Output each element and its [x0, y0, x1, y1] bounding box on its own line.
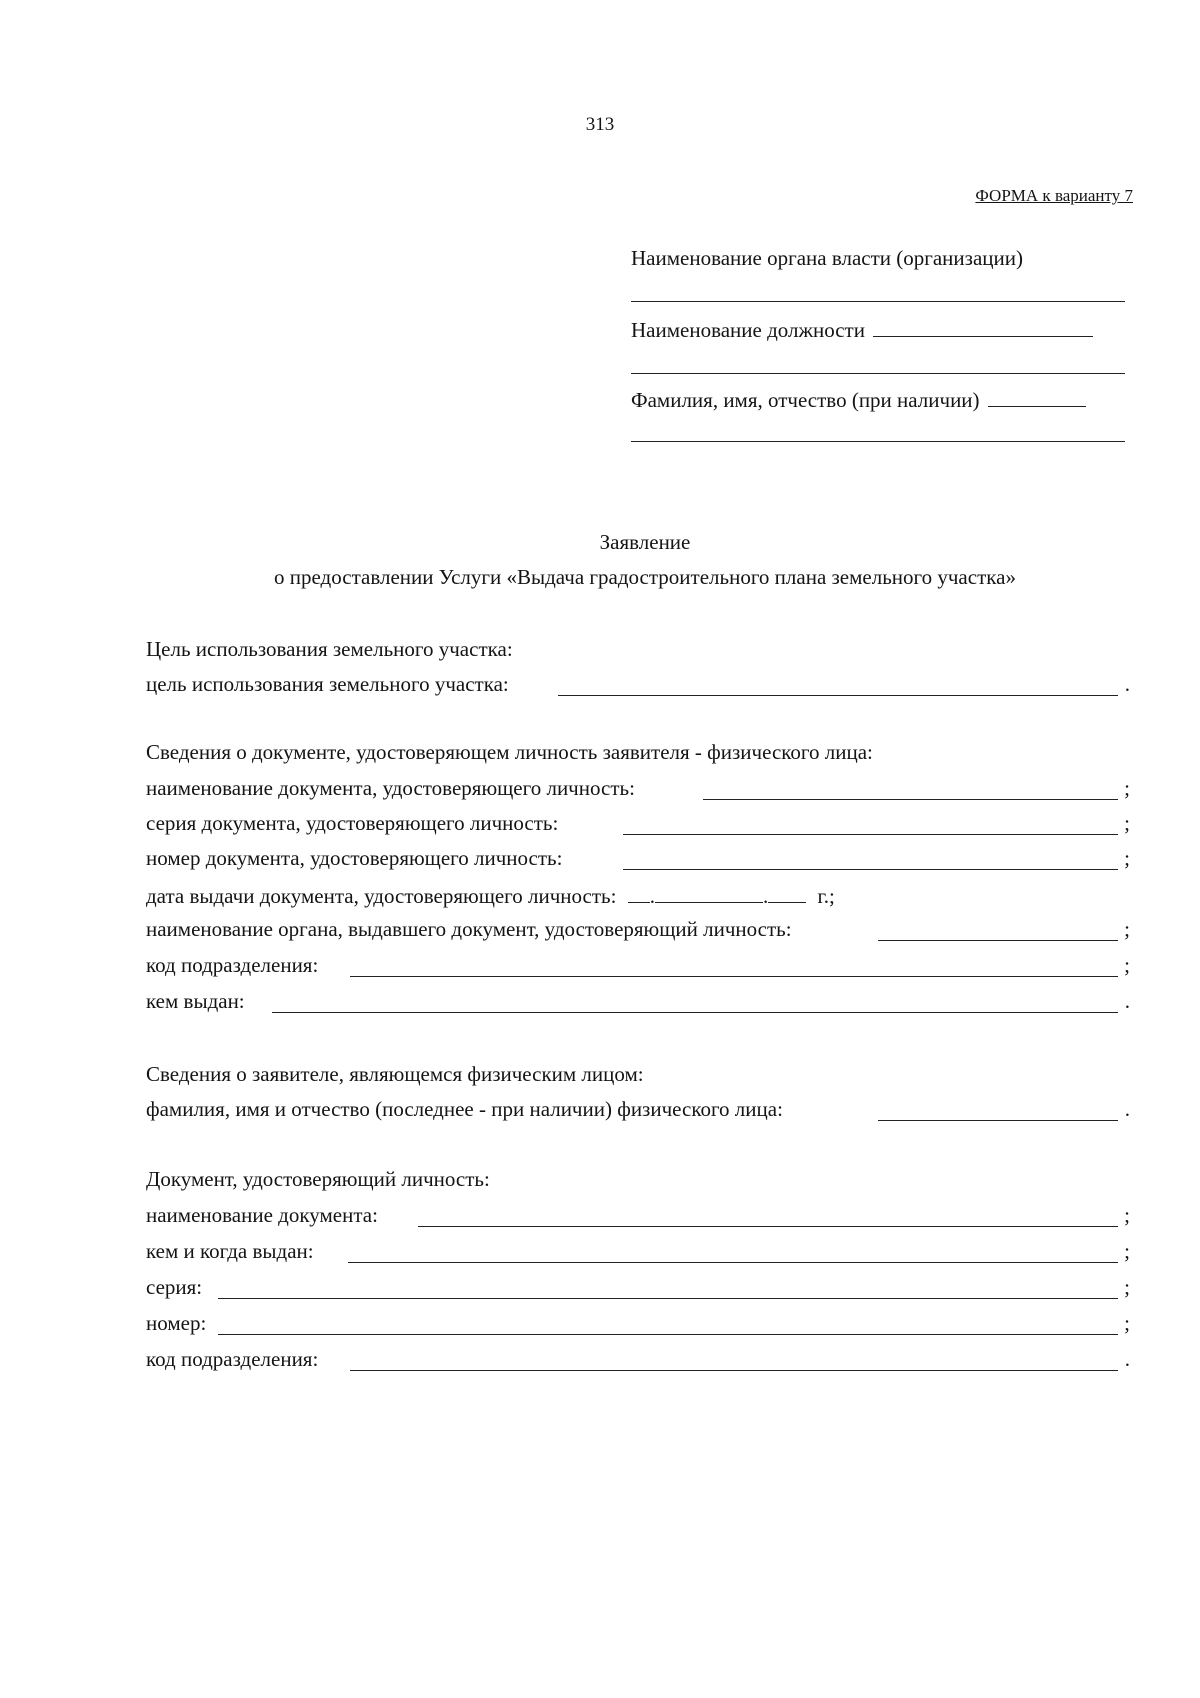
purpose-field[interactable]	[558, 695, 1118, 696]
identity-number-row	[146, 846, 1136, 874]
issue-date-separator: .	[649, 884, 655, 908]
position-field[interactable]	[873, 335, 1093, 337]
identity-issuedby-field[interactable]	[272, 1012, 1118, 1013]
purpose-label: цель использования земельного участка:	[146, 672, 509, 696]
identity-docname-field[interactable]	[703, 799, 1118, 800]
document-division-terminator: .	[1124, 1347, 1130, 1371]
identity-issuedby-terminator: .	[1124, 989, 1130, 1013]
document-name-label: наименование документа:	[146, 1203, 378, 1227]
identity-issuer-label: наименование органа, выдавшего документ, удостоверяющий личность:	[146, 917, 792, 941]
applicant-fio-field[interactable]	[878, 1120, 1118, 1121]
document-title: Заявление	[599, 530, 691, 554]
identity-number-field[interactable]	[623, 869, 1118, 870]
issue-year-field[interactable]	[768, 882, 806, 903]
identity-division-row	[146, 953, 1136, 981]
issue-date-separator: .	[762, 884, 769, 908]
fio-label: Фамилия, имя, отчество (при наличии)	[631, 388, 980, 412]
page-number: 313	[585, 114, 615, 135]
position-label: Наименование должности	[631, 318, 865, 342]
identity-series-terminator: ;	[1124, 811, 1130, 835]
document-number-row	[146, 1311, 1136, 1339]
purpose-row	[146, 672, 1136, 700]
identity-division-label: код подразделения:	[146, 953, 319, 977]
document-subtitle: о предоставлении Услуги «Выдача градостроительного плана земельного участка»	[274, 565, 1016, 589]
fio-line	[631, 388, 1086, 413]
identity-issuedby-label: кем выдан:	[146, 989, 245, 1013]
document-division-row	[146, 1347, 1136, 1375]
fio-field[interactable]	[988, 405, 1086, 407]
document-name-field[interactable]	[418, 1226, 1118, 1227]
position-field-extra[interactable]	[631, 373, 1125, 374]
identity-docname-row	[146, 776, 1136, 804]
issue-date-suffix: г.;	[817, 884, 835, 908]
purpose-heading: Цель использования земельного участка:	[146, 637, 513, 661]
identity-issuer-field[interactable]	[878, 940, 1118, 941]
identity-series-field[interactable]	[623, 834, 1118, 835]
issue-month-field[interactable]	[655, 882, 763, 903]
form-label: ФОРМА к варианту 7	[975, 186, 1133, 205]
document-number-label: номер:	[146, 1311, 207, 1335]
identity-division-terminator: ;	[1124, 953, 1130, 977]
applicant-fio-label: фамилия, имя и отчество (последнее - при наличии) физического лица:	[146, 1097, 783, 1121]
identity-number-terminator: ;	[1124, 846, 1130, 870]
document-series-field[interactable]	[218, 1298, 1118, 1299]
authority-name-label: Наименование органа власти (организации)	[631, 246, 1023, 270]
applicant-heading: Сведения о заявителе, являющемся физическим лицом:	[146, 1062, 644, 1086]
issue-day-field[interactable]	[628, 882, 650, 903]
applicant-fio-terminator: .	[1124, 1097, 1130, 1121]
document-division-label: код подразделения:	[146, 1347, 319, 1371]
document-issued-row	[146, 1239, 1136, 1267]
identity-series-label: серия документа, удостоверяющего личность:	[146, 811, 559, 835]
identity-issuedby-row	[146, 989, 1136, 1017]
document-issued-terminator: ;	[1124, 1239, 1130, 1263]
identity-issuer-row	[146, 917, 1136, 945]
document-series-row	[146, 1275, 1136, 1303]
fio-field-extra[interactable]	[631, 441, 1125, 442]
identity-issue-date-row	[146, 882, 835, 909]
identity-series-row	[146, 811, 1136, 839]
identity-heading: Сведения о документе, удостоверяющем личность заявителя - физического лица:	[146, 740, 873, 764]
document-name-terminator: ;	[1124, 1203, 1130, 1227]
document-issued-field[interactable]	[348, 1262, 1118, 1263]
document-number-field[interactable]	[218, 1334, 1118, 1335]
applicant-fio-row	[146, 1097, 1136, 1125]
identity-number-label: номер документа, удостоверяющего личность:	[146, 846, 563, 870]
document-name-row	[146, 1203, 1136, 1231]
identity-issue-date-label: дата выдачи документа, удостоверяющего личность:	[146, 884, 617, 908]
document-number-terminator: ;	[1124, 1311, 1130, 1335]
position-line	[631, 318, 1093, 343]
document-division-field[interactable]	[350, 1370, 1118, 1371]
identity-docname-label: наименование документа, удостоверяющего личность:	[146, 776, 635, 800]
document-heading: Документ, удостоверяющий личность:	[146, 1167, 490, 1191]
document-series-terminator: ;	[1124, 1275, 1130, 1299]
purpose-terminator: .	[1124, 672, 1130, 696]
document-series-label: серия:	[146, 1275, 203, 1299]
authority-name-field[interactable]	[631, 301, 1125, 302]
identity-issuer-terminator: ;	[1124, 917, 1130, 941]
document-issued-label: кем и когда выдан:	[146, 1239, 314, 1263]
identity-division-field[interactable]	[350, 976, 1118, 977]
identity-docname-terminator: ;	[1124, 776, 1130, 800]
